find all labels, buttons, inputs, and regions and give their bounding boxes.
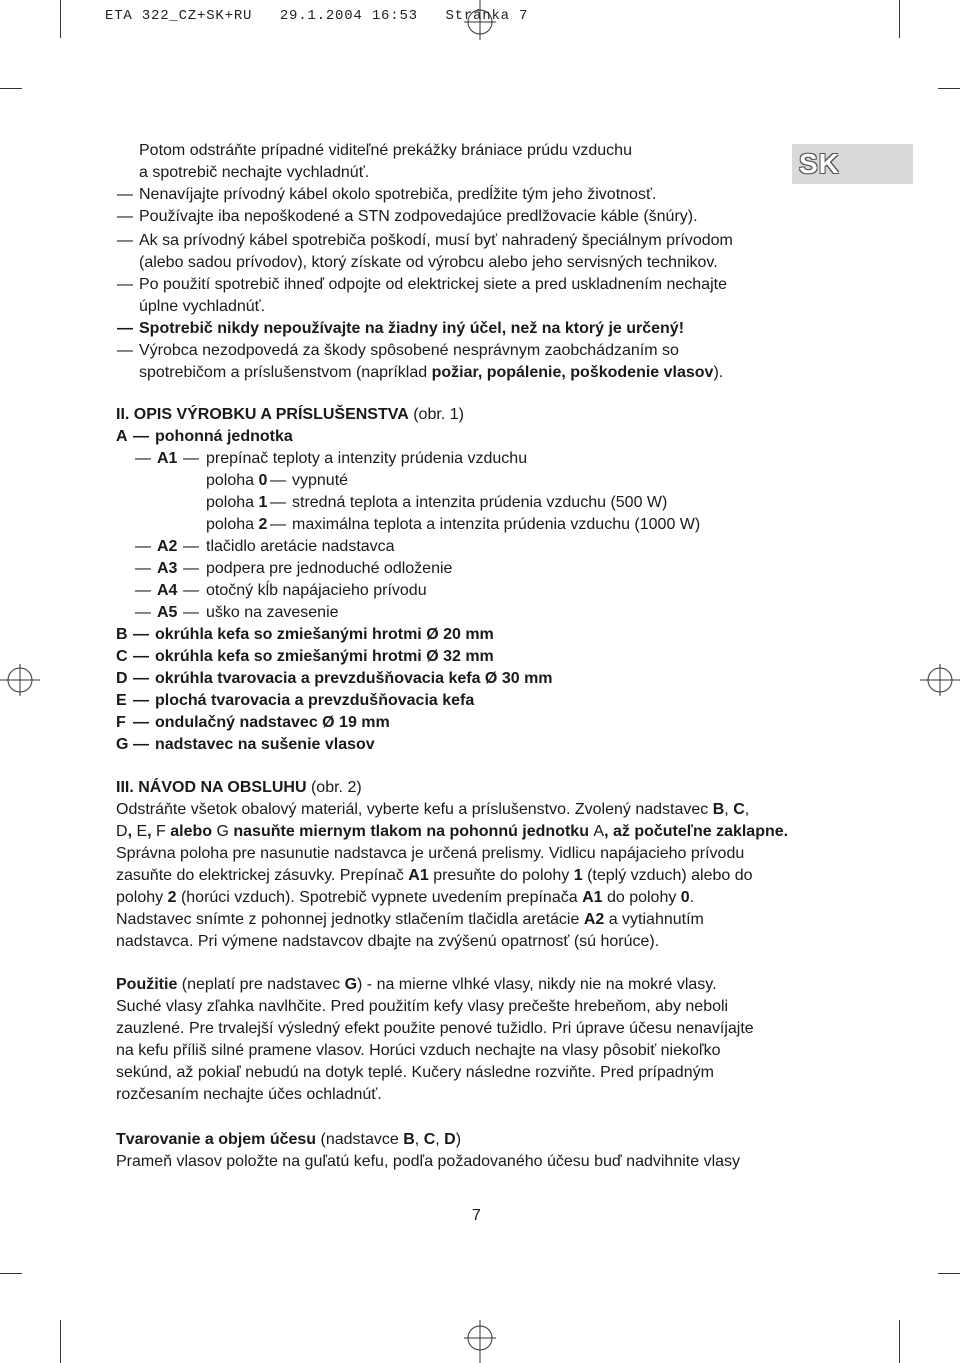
- part-label: uško na zavesenie: [206, 604, 339, 621]
- text: zasuňte do elektrickej zásuvky. Prepínač: [116, 867, 409, 884]
- warning-item: Používajte iba nepoškodené a STN zodpovedajúce predlžovacie káble (šnúry).: [139, 208, 698, 225]
- position-prefix: poloha: [206, 516, 259, 533]
- text: ,: [414, 1131, 424, 1148]
- warning-item-bold: Spotrebič nikdy nepoužívajte na žiadny iný účel, než na ktorý je určený!: [139, 320, 685, 337]
- instructions-paragraph: [116, 799, 788, 953]
- part-label: pohonná jednotka: [155, 428, 293, 445]
- dash: —: [183, 582, 199, 599]
- paragraph-line: [116, 909, 788, 931]
- page-number: 7: [472, 1207, 481, 1224]
- bold-text: 2: [167, 889, 177, 906]
- paragraph-line: [116, 821, 788, 843]
- section-heading: [116, 404, 464, 426]
- text: A: [593, 823, 605, 840]
- position-label: vypnuté: [292, 472, 349, 489]
- styling-paragraph: [116, 1129, 740, 1173]
- text: presuňte do polohy: [428, 867, 574, 884]
- position-number: 0: [258, 472, 268, 489]
- part-row: [116, 426, 293, 448]
- warning-intro-line: a spotrebič nechajte vychladnúť.: [139, 164, 370, 181]
- paragraph-line: [116, 865, 788, 887]
- paragraph-line: [116, 887, 788, 909]
- dash: —: [135, 560, 151, 577]
- dash: —: [183, 450, 199, 467]
- print-header: ETA 322_CZ+SK+RU 29.1.2004 16:53 Stránka 7: [105, 8, 529, 24]
- text: (horúci vzduch). Spotrebič vypnete uvedením prepínača: [176, 889, 583, 906]
- bold-text: nasuňte miernym tlakom na pohonnú jednotku: [228, 823, 594, 840]
- bold-text: 1: [573, 867, 583, 884]
- language-tag: SK: [792, 144, 913, 184]
- dash: —: [117, 320, 133, 337]
- text: nadstavca. Pri výmene nadstavcov dbajte na zvýšenú opatrnosť (sú horúce).: [116, 933, 660, 950]
- text: (nadstavce: [316, 1131, 404, 1148]
- paragraph-line: [116, 1062, 754, 1084]
- part-label: nadstavec na sušenie vlasov: [155, 736, 375, 753]
- section-ref: (obr. 2): [306, 779, 362, 796]
- section-title: II. OPIS VÝROBKU A PRÍSLUŠENSTVA: [116, 406, 409, 423]
- part-code: A1: [157, 450, 178, 467]
- text: .: [689, 889, 695, 906]
- crop-mark: [60, 1320, 61, 1363]
- position-number: 2: [258, 516, 268, 533]
- dash: —: [183, 604, 199, 621]
- dash: —: [133, 736, 149, 753]
- paragraph-line: [116, 843, 788, 865]
- switch-position: [206, 492, 267, 514]
- position-prefix: poloha: [206, 472, 259, 489]
- registration-mark-right: [920, 660, 960, 700]
- dash: —: [117, 342, 133, 359]
- dash: —: [117, 232, 133, 249]
- crop-mark: [899, 1320, 900, 1363]
- part-label: okrúhla kefa so zmiešanými hrotmi Ø 20 mm: [155, 626, 494, 643]
- text: ,: [744, 801, 750, 818]
- paragraph-line: [116, 799, 788, 821]
- part-letter: D: [116, 670, 128, 687]
- dash: —: [183, 538, 199, 555]
- warning-item: Ak sa prívodný kábel spotrebiča poškodí, musí byť nahradený špeciálnym prívodom: [139, 232, 733, 249]
- text: sekúnd, až pokiaľ nebudú na dotyk teplé. Kučery následne rozviňte. Pred prípadným: [116, 1064, 714, 1081]
- text: rozčesaním nechajte účes ochladnúť.: [116, 1086, 382, 1103]
- dash: —: [133, 692, 149, 709]
- switch-position: [206, 514, 267, 536]
- paragraph-line: [116, 1151, 740, 1173]
- crop-mark: [0, 88, 22, 89]
- crop-mark: [899, 0, 900, 38]
- dash: —: [117, 186, 133, 203]
- crop-mark: [938, 88, 960, 89]
- part-letter: E: [116, 692, 127, 709]
- bold-text: A1: [408, 867, 429, 884]
- dash: —: [133, 648, 149, 665]
- part-label: ondulačný nadstavec Ø 19 mm: [155, 714, 390, 731]
- bold-text: ,: [127, 823, 137, 840]
- bold-text: D: [444, 1131, 456, 1148]
- dash: —: [117, 208, 133, 225]
- bold-text: G: [344, 976, 358, 993]
- dash: —: [133, 626, 149, 643]
- dash: —: [135, 450, 151, 467]
- part-label: tlačidlo aretácie nadstavca: [206, 538, 395, 555]
- dash: —: [117, 276, 133, 293]
- part-letter: C: [116, 648, 128, 665]
- switch-position: [206, 470, 267, 492]
- part-label: okrúhla kefa so zmiešanými hrotmi Ø 32 mm: [155, 648, 494, 665]
- paragraph-line: [116, 1129, 740, 1151]
- warning-item: Výrobca nezodpovedá za škody spôsobené nesprávnym zaobchádzaním so: [139, 342, 679, 359]
- bold-text: C: [423, 1131, 436, 1148]
- crop-mark: [60, 0, 61, 38]
- part-letter: F: [116, 714, 126, 731]
- registration-mark-left: [0, 660, 40, 700]
- warning-text: spotrebičom a príslušenstvom (napríklad: [139, 364, 432, 381]
- part-letter: G: [116, 736, 129, 753]
- section-title: III. NÁVOD NA OBSLUHU: [116, 779, 307, 796]
- dash: —: [183, 560, 199, 577]
- text: G: [216, 823, 229, 840]
- text: a vytiahnutím: [604, 911, 704, 928]
- position-label: stredná teplota a intenzita prúdenia vzduchu (500 W): [292, 494, 668, 511]
- warning-item: [139, 362, 723, 384]
- part-label: prepínač teploty a intenzity prúdenia vzduchu: [206, 450, 528, 467]
- crop-mark: [0, 1273, 22, 1274]
- bold-text: Použitie: [116, 976, 178, 993]
- text: zauzlené. Pre trvalejší výsledný efekt použite penové tužidlo. Pri úprave účesu nenavíjajte: [116, 1020, 754, 1037]
- usage-paragraph: [116, 974, 754, 1106]
- text: ) - na mierne vlhké vlasy, nikdy nie na mokré vlasy.: [357, 976, 717, 993]
- part-code: A5: [157, 604, 178, 621]
- bold-text: A1: [582, 889, 603, 906]
- text: polohy: [116, 889, 168, 906]
- part-letter: B: [116, 626, 128, 643]
- dash: —: [270, 516, 286, 533]
- text: na kefu příliš silné pramene vlasov. Horúci vzduch nechajte na vlasy pôsobiť niekoľko: [116, 1042, 721, 1059]
- text: (neplatí pre nadstavec: [177, 976, 345, 993]
- part-label: podpera pre jednoduché odloženie: [206, 560, 453, 577]
- text: E: [136, 823, 148, 840]
- text: Odstráňte všetok obalový materiál, vyberte kefu a príslušenstvo. Zvolený nadstavec: [116, 801, 713, 818]
- text: Nadstavec snímte z pohonnej jednotky stlačením tlačidla aretácie: [116, 911, 584, 928]
- part-label: otočný kĺb napájacieho prívodu: [206, 582, 427, 599]
- section-heading: [116, 777, 362, 799]
- bold-text: B: [712, 801, 725, 818]
- warning-item: úplne vychladnúť.: [139, 298, 266, 315]
- dash: —: [135, 582, 151, 599]
- paragraph-line: [116, 974, 754, 996]
- text: ,: [724, 801, 734, 818]
- bold-text: 0: [680, 889, 690, 906]
- text: Suché vlasy zľahka navlhčite. Pred použitím kefy vlasy prečešte hrebeňom, aby neboli: [116, 998, 729, 1015]
- position-number: 1: [258, 494, 268, 511]
- bold-text: alebo: [165, 823, 217, 840]
- text: do polohy: [602, 889, 681, 906]
- dash: —: [270, 472, 286, 489]
- position-prefix: poloha: [206, 494, 259, 511]
- part-code: A3: [157, 560, 178, 577]
- dash: —: [133, 428, 149, 445]
- warning-item: (alebo sadou prívodov), ktorý získate od výrobcu alebo jeho servisných technikov.: [139, 254, 718, 271]
- part-code: A4: [157, 582, 178, 599]
- text: Správna poloha pre nasunutie nadstavca je určená prelismy. Vidlicu napájacieho prívodu: [116, 845, 745, 862]
- dash: —: [270, 494, 286, 511]
- paragraph-line: [116, 1084, 754, 1106]
- part-label: okrúhla tvarovacia a prevzdušňovacia kefa Ø 30 mm: [155, 670, 553, 687]
- registration-mark-bottom: [460, 1320, 500, 1363]
- text: (teplý vzduch) alebo do: [582, 867, 753, 884]
- dash: —: [133, 670, 149, 687]
- position-label: maximálna teplota a intenzita prúdenia vzduchu (1000 W): [292, 516, 701, 533]
- paragraph-line: [116, 996, 754, 1018]
- bold-text: B: [403, 1131, 415, 1148]
- section-ref: (obr. 1): [408, 406, 464, 423]
- text: D: [116, 823, 128, 840]
- warning-item: Po použití spotrebič ihneď odpojte od elektrickej siete a pred uskladnením nechajte: [139, 276, 727, 293]
- paragraph-line: [116, 1018, 754, 1040]
- paragraph-line: [116, 931, 788, 953]
- warning-intro-line: Potom odstráňte prípadné viditeľné prekážky brániace prúdu vzduchu: [139, 142, 632, 159]
- bold-text: C: [733, 801, 745, 818]
- text: ,: [435, 1131, 445, 1148]
- warning-text: ).: [713, 364, 724, 381]
- text: Prameň vlasov položte na guľatú kefu, podľa požadovaného účesu buď nadvihnite vlasy: [116, 1153, 741, 1170]
- warning-text-bold: požiar, popálenie, poškodenie vlasov: [431, 364, 714, 381]
- paragraph-line: [116, 1040, 754, 1062]
- dash: —: [133, 714, 149, 731]
- bold-text: ,: [147, 823, 157, 840]
- dash: —: [135, 604, 151, 621]
- crop-mark: [938, 1273, 960, 1274]
- part-letter: A: [116, 428, 128, 445]
- dash: —: [135, 538, 151, 555]
- bold-text: A2: [583, 911, 605, 928]
- text: F: [156, 823, 166, 840]
- part-code: A2: [157, 538, 178, 555]
- bold-text: Tvarovanie a objem účesu: [116, 1131, 317, 1148]
- text: ): [455, 1131, 462, 1148]
- bold-text: , až počuteľne zaklapne.: [604, 823, 789, 840]
- warning-item: Nenavíjajte prívodný kábel okolo spotrebiča, predĺžite tým jeho životnosť.: [139, 186, 657, 203]
- part-label: plochá tvarovacia a prevzdušňovacia kefa: [155, 692, 475, 709]
